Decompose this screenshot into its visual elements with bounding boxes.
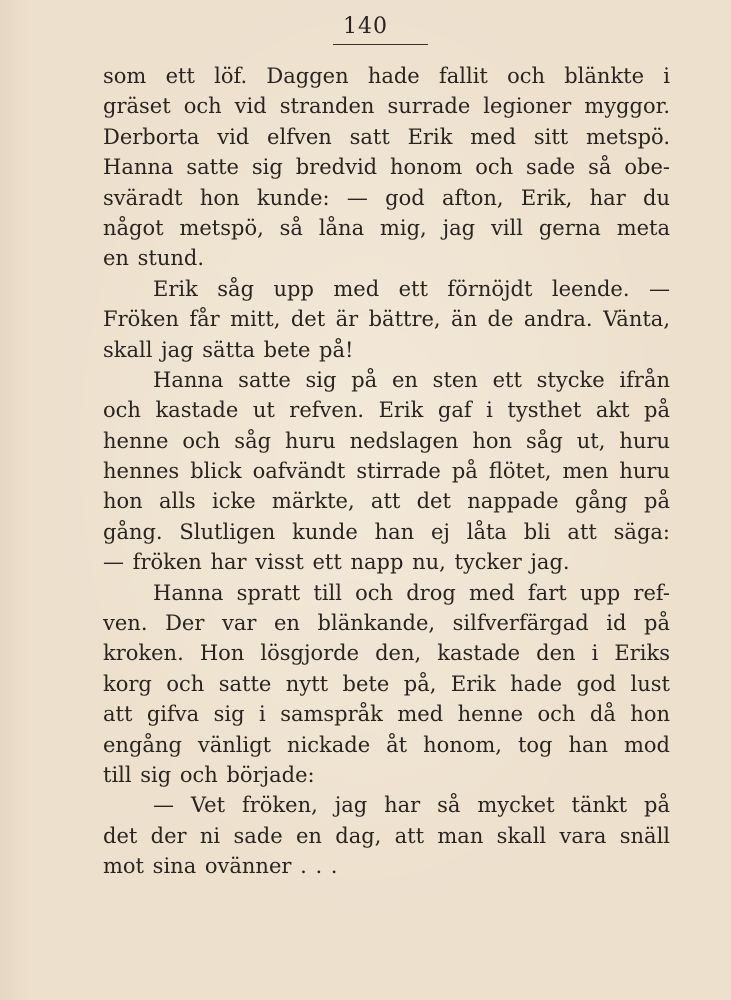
text-line: gång. Slutligen kunde han ej låta bli att säga: xyxy=(103,519,670,544)
text-line: hennes blick oafvändt stirrade på flötet, men huru xyxy=(103,459,670,484)
text-line: — Vet fröken, jag har så mycket tänkt på xyxy=(153,793,670,818)
body-text xyxy=(103,61,670,882)
text-line: Hanna satte sig på en sten ett stycke ifrån xyxy=(153,367,670,392)
text-line: — fröken har visst ett napp nu, tycker jag. xyxy=(103,550,570,575)
text-line: engång vänligt nickade åt honom, tog han mod xyxy=(103,732,670,757)
text-line: en stund. xyxy=(103,246,205,271)
text-line: till sig och började: xyxy=(103,762,315,787)
text-line: skall jag sätta bete på! xyxy=(103,337,354,362)
text-line: och kastade ut refven. Erik gaf i tysthet akt på xyxy=(103,398,670,423)
text-line: Derborta vid elfven satt Erik med sitt metspö. xyxy=(103,124,670,149)
text-line: Hanna spratt till och drog med fart upp ref- xyxy=(153,580,670,605)
text-line: sväradt hon kunde: — god afton, Erik, har du xyxy=(103,185,670,210)
text-line: hon alls icke märkte, att det nappade gång på xyxy=(103,489,670,514)
text-line: Erik såg upp med ett förnöjdt leende. — xyxy=(153,276,670,301)
page-number: 140 xyxy=(343,14,388,39)
text-line: ven. Der var en blänkande, silfverfärgad id på xyxy=(103,611,670,636)
text-line: korg och satte nytt bete på, Erik hade god lust xyxy=(103,671,670,696)
text-line: Hanna satte sig bredvid honom och sade så obe- xyxy=(103,155,670,180)
text-line: kroken. Hon lösgjorde den, kastade den i Eriks xyxy=(103,641,670,666)
page-number-rule xyxy=(333,44,428,45)
text-line: det der ni sade en dag, att man skall vara snäll xyxy=(103,823,670,848)
text-line: något metspö, så låna mig, jag vill gerna meta xyxy=(103,215,670,240)
text-line: gräset och vid stranden surrade legioner myggor. xyxy=(103,94,670,119)
text-line: Fröken får mitt, det är bättre, än de andra. Vänta, xyxy=(103,307,670,332)
text-line: att gifva sig i samspråk med henne och då hon xyxy=(103,702,670,727)
text-line: mot sina ovänner . . . xyxy=(103,854,338,879)
text-line: henne och såg huru nedslagen hon såg ut, huru xyxy=(103,428,670,453)
text-line: som ett löf. Daggen hade fallit och blänkte i xyxy=(103,64,670,88)
